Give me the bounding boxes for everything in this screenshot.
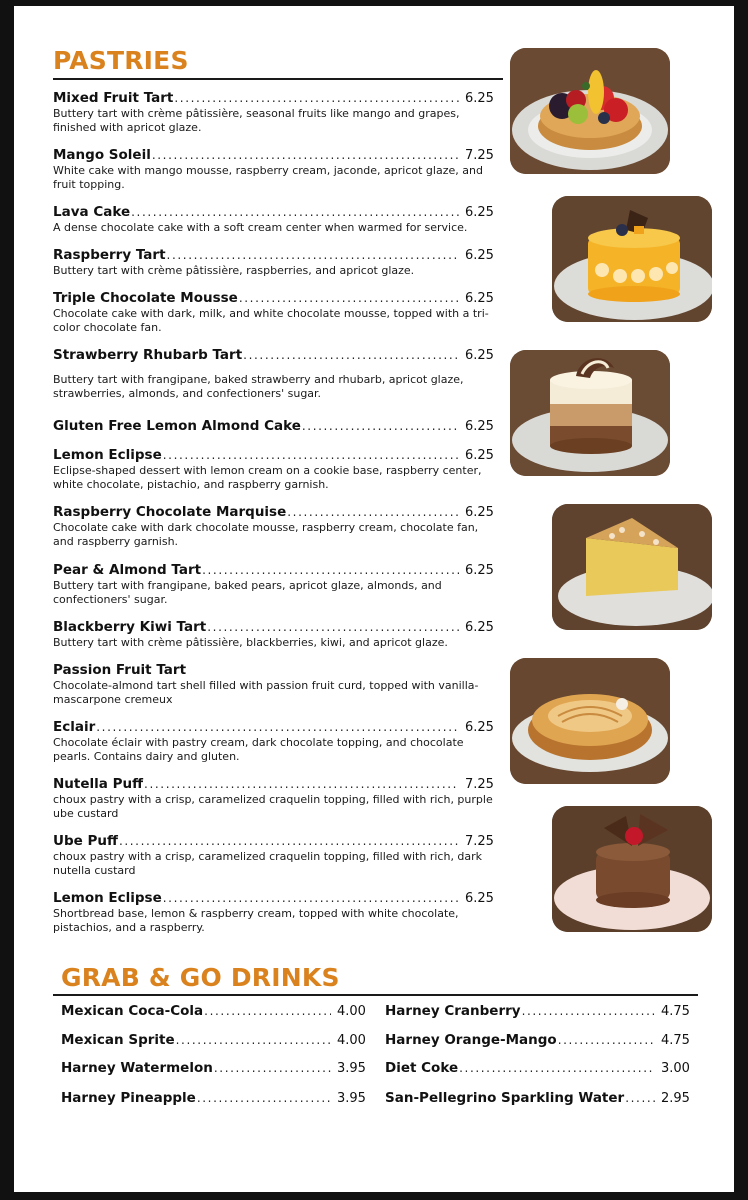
item-name: Strawberry Rhubarb Tart (53, 347, 243, 363)
menu-item (53, 833, 493, 878)
drink-item (385, 1002, 689, 1020)
leader-dots (152, 147, 459, 164)
menu-item (53, 719, 493, 764)
menu-item (53, 347, 493, 401)
item-name: Blackberry Kiwi Tart (53, 619, 207, 635)
item-price: 3.95 (337, 1091, 366, 1106)
leader-dots (625, 1089, 655, 1107)
menu-item (53, 418, 493, 435)
item-name: Nutella Puff (53, 776, 144, 792)
menu-item (53, 562, 493, 607)
item-description: Shortbread base, lemon & raspberry cream, topped with white chocolate, pistachios, and a raspberry. (53, 907, 459, 934)
item-description: Chocolate éclair with pastry cream, dark chocolate topping, and chocolate pearls. Contains dairy and gluten. (53, 736, 464, 763)
item-price: 6.25 (465, 419, 494, 434)
item-description: Buttery tart with crème pâtissière, blackberries, kiwi, and apricot glaze. (53, 636, 448, 649)
leader-dots (197, 1089, 331, 1107)
menu-item (53, 247, 493, 278)
leader-dots (214, 1059, 331, 1077)
drinks-rule (53, 994, 698, 996)
item-price: 6.25 (465, 505, 494, 520)
leader-dots (522, 1002, 655, 1020)
item-description: Chocolate-almond tart shell filled with passion fruit curd, topped with vanilla-mascarpone cremeux (53, 679, 479, 706)
leader-dots (163, 890, 459, 907)
leader-dots (96, 719, 459, 736)
item-name: San-Pellegrino Sparkling Water (385, 1090, 625, 1106)
item-name: Eclair (53, 719, 96, 735)
item-price: 3.00 (661, 1061, 690, 1076)
item-price: 2.95 (661, 1091, 690, 1106)
drinks-heading: GRAB & GO DRINKS (61, 963, 340, 992)
leader-dots (167, 247, 459, 264)
item-name: Mexican Coca-Cola (61, 1003, 204, 1019)
photo-mixed-fruit-tart (510, 48, 670, 174)
item-description: choux pastry with a crisp, caramelized craquelin topping, filled with rich, dark nutella custard (53, 850, 483, 877)
item-name: Passion Fruit Tart (53, 662, 187, 678)
item-description: Chocolate cake with dark, milk, and white chocolate mousse, topped with a tri-color chocolate fan. (53, 307, 489, 334)
item-price: 6.25 (465, 91, 494, 106)
item-name: Harney Pineapple (61, 1090, 196, 1106)
item-description: choux pastry with a crisp, caramelized craquelin topping, filled with rich, purple ube custard (53, 793, 493, 820)
menu-item (53, 619, 493, 650)
drink-item (61, 1002, 365, 1020)
drink-item (385, 1031, 689, 1049)
leader-dots (119, 833, 459, 850)
item-name: Harney Watermelon (61, 1060, 213, 1076)
leader-dots (243, 347, 459, 364)
item-name: Harney Cranberry (385, 1003, 521, 1019)
menu-item (53, 447, 493, 492)
item-price: 7.25 (465, 148, 494, 163)
item-description: Eclipse-shaped dessert with lemon cream on a cookie base, raspberry center, white chocolate, pistachio, and raspberry garnish. (53, 464, 482, 491)
menu-item (53, 504, 493, 549)
drink-item (385, 1089, 689, 1107)
leader-dots (163, 447, 459, 464)
menu-item (53, 890, 493, 935)
item-description: White cake with mango mousse, raspberry cream, jaconde, apricot glaze, and fruit topping. (53, 164, 483, 191)
item-name: Pear & Almond Tart (53, 562, 202, 578)
leader-dots (176, 1031, 331, 1049)
triple-chocolate-mousse-illustration (510, 350, 670, 476)
item-price: 6.25 (465, 563, 494, 578)
item-price: 6.25 (465, 448, 494, 463)
menu-item (53, 147, 493, 192)
item-name: Harney Orange-Mango (385, 1032, 557, 1048)
leader-dots (204, 1002, 331, 1020)
item-name: Lemon Eclipse (53, 447, 162, 463)
leader-dots (144, 776, 459, 793)
photo-mango-soleil (552, 196, 712, 322)
item-price: 7.25 (465, 834, 494, 849)
menu-item (53, 290, 493, 335)
item-price: 6.25 (465, 291, 494, 306)
item-price: 3.95 (337, 1061, 366, 1076)
menu-page (14, 6, 734, 1192)
item-price: 6.25 (465, 891, 494, 906)
item-description: A dense chocolate cake with a soft cream center when warmed for service. (53, 221, 468, 234)
mango-soleil-illustration (552, 196, 712, 322)
item-price: 6.25 (465, 620, 494, 635)
leader-dots (558, 1031, 655, 1049)
item-name: Raspberry Chocolate Marquise (53, 504, 287, 520)
menu-item (53, 90, 493, 135)
item-price: 6.25 (465, 720, 494, 735)
leader-dots (287, 504, 459, 521)
leader-dots (174, 90, 459, 107)
item-description: Chocolate cake with dark chocolate mousse, raspberry cream, chocolate fan, and raspberry garnish. (53, 521, 479, 548)
drink-item (61, 1059, 365, 1077)
raspberry-chocolate-marquise-illustration (552, 806, 712, 932)
photo-triple-chocolate-mousse (510, 350, 670, 476)
item-description: Buttery tart with crème pâtissière, raspberries, and apricot glaze. (53, 264, 415, 277)
item-price: 4.00 (337, 1033, 366, 1048)
leader-dots (131, 204, 459, 221)
item-name: Diet Coke (385, 1060, 459, 1076)
item-price: 7.25 (465, 777, 494, 792)
item-description: Buttery tart with crème pâtissière, seasonal fruits like mango and grapes, finished with apricot glaze. (53, 107, 460, 134)
drink-item (61, 1031, 365, 1049)
item-name: Mango Soleil (53, 147, 151, 163)
item-price: 4.75 (661, 1033, 690, 1048)
item-name: Mexican Sprite (61, 1032, 175, 1048)
item-price: 4.00 (337, 1004, 366, 1019)
item-name: Raspberry Tart (53, 247, 166, 263)
drink-item (385, 1059, 689, 1077)
item-name: Lava Cake (53, 204, 131, 220)
menu-item (53, 662, 493, 707)
item-name: Ube Puff (53, 833, 118, 849)
item-price: 6.25 (465, 348, 494, 363)
item-name: Triple Chocolate Mousse (53, 290, 238, 306)
item-price: 6.25 (465, 248, 494, 263)
menu-item (53, 204, 493, 235)
photo-lemon-almond-cake (552, 504, 712, 630)
item-description: Buttery tart with frangipane, baked strawberry and rhubarb, apricot glaze, strawberries, almonds, and confectioners' sugar. (53, 373, 464, 400)
item-name: Lemon Eclipse (53, 890, 162, 906)
menu-item (53, 776, 493, 821)
mixed-fruit-tart-illustration (510, 48, 670, 174)
item-description: Buttery tart with frangipane, baked pears, apricot glaze, almonds, and confectioners' sugar. (53, 579, 442, 606)
leader-dots (302, 418, 459, 435)
item-price: 4.75 (661, 1004, 690, 1019)
item-name: Gluten Free Lemon Almond Cake (53, 418, 301, 434)
photo-raspberry-chocolate-marquise (552, 806, 712, 932)
lemon-almond-cake-illustration (552, 504, 712, 630)
item-name: Mixed Fruit Tart (53, 90, 174, 106)
pastries-rule (53, 78, 503, 80)
pear-almond-tart-illustration (510, 658, 670, 784)
leader-dots (202, 562, 459, 579)
pastries-heading: PASTRIES (53, 46, 189, 75)
leader-dots (459, 1059, 655, 1077)
leader-dots (207, 619, 459, 636)
photo-pear-almond-tart (510, 658, 670, 784)
drink-item (61, 1089, 365, 1107)
item-price: 6.25 (465, 205, 494, 220)
leader-dots (239, 290, 459, 307)
